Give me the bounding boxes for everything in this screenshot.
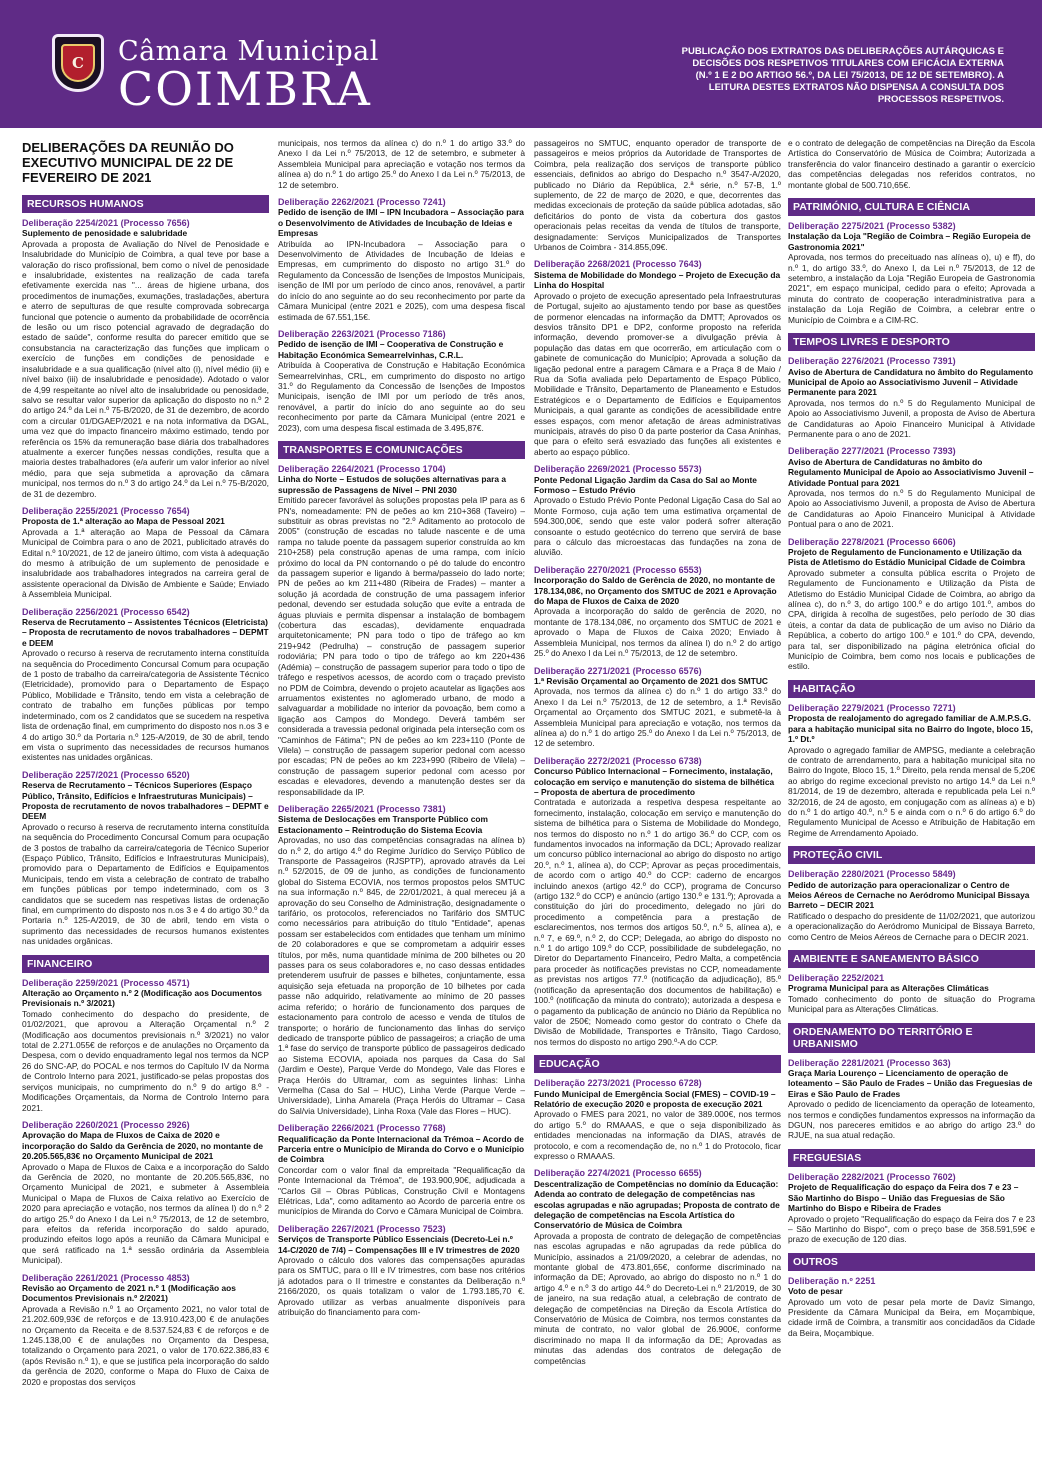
deliberation-title: Projeto de Regulamento de Funcionamento e Utilização da Pista de Atletismo do Estádio Municipal Cidade de Coimbra [788, 547, 1026, 568]
deliberation-entry [788, 537, 1035, 672]
deliberation-title: Aviso de Abertura de Candidaturas no âmbito do Regulamento Municipal de Apoio ao Associativismo Juvenil – Atividade Pontual para 2021 [788, 456, 1034, 488]
section-heading: PATRIMÓNIO, CULTURA E CIÊNCIA [788, 198, 1035, 216]
deliberation-reference: Deliberação 2272/2021 (Processo 6738) [534, 755, 702, 766]
deliberation-title: Sistema de Mobilidade do Mondego – Projeto de Execução da Linha do Hospital [534, 269, 781, 291]
deliberation-title: Proposta de 1.ª alteração ao Mapa de Pessoal 2021 [22, 516, 225, 527]
deliberation-text: Aprovado o recurso à reserva de recrutamento interna constituída na sequência do Procedimento Concursal Comum para ocupação de 1 posto de trabalho da carreira/categoria de Assistente Técnico (Eletricidade), promovido para o Departamento de Espaço Público, Mobilidade e Trânsito, tendo em vista a celebração de contrato de trabalho em funções públicas por tempo indeterminado, com os 2 candidatos que se sucedem na respetiva lista de ordenação final, em cumprimento do disposto nos n.os 3 e 4 do artigo 30.º da Portaria n.º 125-A/2019, de 30 de abril, tendo em vista o suprimento das necessidades de recursos humanos existentes nas unidades orgânicas. [22, 648, 269, 763]
deliberation-text: Aprovada, nos termos da alínea c) do n.º 1 do artigo 33.º do Anexo I da Lei n.º 75/2013, de 12 de setembro, a 1.ª Revisão Orçamental ao Orçamento dos SMTUC 2021, e submetê-la à Assembleia Municipal para apreciação e votação, nos termos da alínea a) do n.º 1 do artigo 25.º do Anexo I da Lei n.º 75/2013, de 12 de setembro. [534, 686, 781, 749]
deliberation-title: Programa Municipal para as Alterações Climáticas [788, 983, 989, 994]
deliberation-text: Atribuída à Cooperativa de Construção e Habitação Económica Semearrelvinhas, CRL, em cumprimento do disposto no artigo 31.º do Regulamento da Concessão de Isenções de Impostos Municipais, isenção de IMI por um período de três anos, renovável, a partir do início do ano seguinte ao do seu reconhecimento por parte da Câmara Municipal (entre 2021 e 2023), com uma despesa fiscal estimada de 3.495,87€. [278, 360, 525, 433]
deliberation-reference: Deliberação 2264/2021 (Processo 1704) [278, 463, 446, 474]
deliberation-title: Suplemento de penosidade e salubridade [22, 228, 188, 239]
deliberation-reference: Deliberação 2255/2021 (Processo 7654) [22, 505, 190, 516]
deliberation-reference: Deliberação 2265/2021 (Processo 7381) [278, 803, 446, 814]
deliberation-reference: Deliberação 2257/2021 (Processo 6520) [22, 769, 190, 780]
deliberation-title: Alteração ao Orçamento n.º 2 (Modificação aos Documentos Previsionais n.º 3/2021) [22, 988, 262, 1009]
deliberation-reference: Deliberação 2273/2021 (Processo 6728) [534, 1078, 702, 1089]
deliberation-reference: Deliberação 2271/2021 (Processo 6576) [534, 665, 702, 676]
deliberation-entry [278, 197, 525, 322]
deliberation-title: Projeto de Requalificação do espaço da Feira dos 7 e 23 – São Martinho do Bispo – União das Freguesias de São Martinho do Bispo e Ribeira de Frades [788, 1182, 1019, 1214]
brand-line-1: Câmara Municipal [118, 36, 379, 67]
deliberation-text: e o contrato de delegação de competências na Direção da Escola Artística do Conservatório de Música de Coimbra; Autorizada a transferência do valor financeiro destinado a garantir o exercício das competências delegadas nos referidos contratos, no montante global de 500.710,65€. [788, 138, 1035, 190]
deliberation-entry [788, 446, 1035, 529]
deliberation-reference: Deliberação 2275/2021 (Processo 5382) [788, 221, 956, 232]
deliberation-title: Linha do Norte – Estudos de soluções alternativas para a supressão de Passagens de Nível – PNI 2030 [278, 474, 507, 495]
deliberation-entry [788, 138, 1035, 190]
deliberation-title: Ponte Pedonal Ligação Jardim da Casa do Sal ao Monte Formoso – Estudo Prévio [534, 474, 757, 495]
deliberation-reference: Deliberação 2256/2021 (Processo 6542) [22, 606, 190, 617]
deliberation-title: Descentralização de Competências no domínio da Educação: Adenda ao contrato de delegação de competências nas escolas agrupadas e não agrupadas; Proposta de contrato de delegação de competências na Escola Artística do Conservatório de Música de Coimbra [534, 1178, 780, 1231]
deliberation-title: Fundo Municipal de Emergência Social (FMES) – COVID-19 – Relatório de execução 2020 e proposta de execução 2021 [534, 1088, 776, 1109]
deliberation-title: Aviso de Abertura de Candidatura no âmbito do Regulamento Municipal de Apoio ao Associativismo Juvenil – Atividade Permanente para 2021 [788, 366, 1034, 398]
coat-of-arms-shield: C [61, 44, 95, 82]
deliberation-text: Aprovada a incorporação do saldo de gerência de 2020, no montante de 178.134,08€, no orçamento dos SMTUC de 2021 e aprovado o Mapa de Fluxos de Caixa 2020; Enviado à Assembleia Municipal, nos termos da alínea l) do n.º 2 do artigo 25.º do Anexo I da Lei n.º 75/2013, de 12 de setembro. [534, 606, 781, 659]
deliberation-entry [22, 1120, 269, 1266]
deliberation-text: Atribuída ao IPN-Incubadora – Associação para o Desenvolvimento de Atividades de Incubação de Ideias e Empresas, em cumprimento do disposto no artigo 31.º do Regulamento da Concessão de Isenções de Impostos Municipais, isenção de IMI por um período de cinco anos, renovável, a partir do início do ano seguinte ao do seu reconhecimento por parte da Câmara Municipal (entre 2021 e 2025), com uma despesa fiscal estimada de 67.551,15€. [278, 238, 525, 322]
deliberation-entry [788, 703, 1035, 838]
deliberation-text: Aprovada a proposta de Avaliação do Nível de Penosidade e Insalubridade do Município de Coimbra, a qual teve por base a valoração do risco profissional, bem como o nível de penosidade e insalubridade, existentes na realização de cada tarefa efetivamente exercida nas "... áreas de higiene urbana, dos procedimentos de inumações, exumações, trasladações, abertura e aterro de sepulturas de que resulte comprovada sobrecarga funcional que potencie o aumento da probabilidade de ocorrência de lesão ou um risco potencial agravado de degradação do estado de saúde", conforme resulta do parecer emitido que se consubstancia na caracterização das funções que implicam o exercício de funções em condições de penosidade e insalubridade e a sua qualificação (nível alto (i), nível médio (ii) e nível baixo (iii) de insalubridade e penosidade). Adotado o valor de 4,99 respeitante ao nível alto de insalubridade ou penosidade, salvo se resultar valor superior da aplicação do disposto no n.º 2 do artigo 24.º da Lei n.º 75-B/2020, de 31 de dezembro, de acordo com a circular 01/DGAEP/2021 e na nota informativa da DGAL, uma vez que do impacto financeiro máximo estimado, tendo por referência os 15% da remuneração base diária dos trabalhadores atualmente a exercer funções nessas condições, resulta que a maioria destes trabalhadores (e/a auferir um valor inferior ao nível médio, para que seja submetida a aprovação da câmara municipal, nos termos do n.º 3 do artigo 24.º da Lei n.º 75-B/2020, de 31 de dezembro. [22, 238, 269, 499]
deliberation-reference: Deliberação 2269/2021 (Processo 5573) [534, 464, 702, 475]
deliberation-entry [278, 1224, 525, 1318]
deliberation-entry [788, 1172, 1035, 1245]
deliberation-text: Aprovado o Estudo Prévio Ponte Pedonal Ligação Casa do Sal ao Monte Formoso, cuja ação tem uma estimativa orçamental de 594.300,00€, sendo que este valor poderá sofrer alteração consoante o estudo geotécnico do terreno que servirá de base para o cálculo das microestacas das fundações na zona de aluvião. [534, 495, 781, 558]
deliberation-entry [534, 1078, 781, 1161]
deliberation-title: 1.ª Revisão Orçamental ao Orçamento de 2021 dos SMTUC [534, 675, 768, 686]
document-title: DELIBERAÇÕES DA REUNIÃO DO EXECUTIVO MUNICIPAL DE 22 DE FEVEREIRO DE 2021 [22, 140, 234, 185]
deliberation-entry [788, 1276, 1035, 1338]
deliberation-reference: Deliberação n.º 2251 [788, 1275, 876, 1286]
deliberation-reference: Deliberação 2263/2021 (Processo 7186) [278, 328, 446, 339]
column-3 [534, 138, 781, 1373]
deliberation-entry [278, 329, 525, 433]
deliberation-reference: Deliberação 2259/2021 (Processo 4571) [22, 977, 190, 988]
publication-note: PUBLICAÇÃO DOS EXTRATOS DAS DELIBERAÇÕES AUTÁRQUICAS E DECISÕES DOS RESPETIVOS TITULARES COM EFICÁCIA EXTERNA (N.º 1 E 2 DO ARTIGO 56.º, DA LEI 75/2013, DE 12 DE SETEMBRO). A LEITURA DESTES EXTRATOS NÃO DISPENSA A CONSULTA DOS PROCESSOS RESPETIVOS. [681, 46, 1004, 105]
deliberation-reference: Deliberação 2282/2021 (Processo 7602) [788, 1171, 956, 1182]
section-heading: TEMPOS LIVRES E DESPORTO [788, 333, 1035, 351]
deliberation-reference: Deliberação 2277/2021 (Processo 7393) [788, 446, 956, 457]
deliberation-title: Reserva de Recrutamento – Assistentes Técnicos (Eletricista) – Proposta de recrutamento de novos trabalhadores – DEPMT e DEEM [22, 617, 269, 648]
deliberation-text: Aprovada a Revisão n.º 1 ao Orçamento 2021, no valor total de 21.202.609,93€ de reforços e de 13.910.423,00 € de anulações no Orçamento da Receita e de 8.537.524,83 € de reforços e de 1.245.138,00 € de anulações no Orçamento da Despesa, totalizando o Orçamento para 2021, o valor de 170.622.386,83 € (após Revisão n.º 1), e que se justifica pela incorporação do saldo da gerência de 2020, conforme o Mapa do Fluxo de Caixa de 2020 e propostas dos serviços [22, 1303, 269, 1387]
deliberation-text: Emitido parecer favorável às soluções propostas pela IP para as 6 PN's, nomeadamente: PN de peões ao km 210+368 (Taveiro) – substituir as obras previstas no "2.º Aditamento ao protocolo de 2005" (construção de escadas no talude nascente e de uma rampa no talude poente da passagem superior construída ao km 210+258) pela construção apenas de uma rampa, com início próximo do local da PN contornando o pé do talude do encontro da passagem superior e ligando à berma/passeio do lado norte; PN de peões ao km 211+480 (Ribeira de Frades) – manter a solução já acordada de construção de uma passagem inferior pedonal, devendo ser estudada solução que evite a entrada de águas pluviais e permita dispensar a instalação de bombagem (cobertura das escadas), devidamente enquadrada arquitetonicamente; PN para todo o tipo de tráfego ao km 219+942 (Pedrulha) – construção de passagem superior rodoviária; PN para todo o tipo de tráfego ao km 220+436 (Adémia) – construção de passagem superior para todo o tipo de tráfego e respetivos acessos, de acordo com o traçado previsto no PDM de Coimbra, devendo o projeto acautelar as ligações aos arruamentos existentes no aglomerado urbano, de modo a salvaguardar a mobilidade no interior da povoação, bem como a ligação aos Campos do Mondego. Deverá também ser considerada a travessia pedonal originada pela interseção com os "Caminhos de Fátima"; PN de peões ao km 223+110 (Ponte de Vilela) – construção de passagem superior pedonal com acesso por escadas; PN de peões ao km 223+990 (Ribeiro de Vilela) – construção de passagem superior pedonal com acesso por escadas e elevadores, devendo a manutenção destes ser da responsabilidade da IP. [278, 495, 525, 797]
deliberation-entry [22, 218, 269, 499]
deliberation-text: Contratada e autorizada a respetiva despesa respeitante ao fornecimento, instalação, colocação em serviço e manutenção do sistema de bilhética para o Sistema de Mobilidade do Mondego, nos termos do disposto no n.º 1 do artigo 36.º do CCP, com os fundamentos invocados na informação da DCL; Aprovado realizar um concurso público internacional ao abrigo do disposto no artigo 20.º, n.º 1, alínea a), do CCP; Aprovar as peças procedimentais, de acordo com o artigo 40.º do CCP: caderno de encargos incluindo anexos (artigo 42.º do CCP), programa de Concurso (artigo 132.º do CCP) e anúncio (artigo 130.º e 131.º); Aprovada a constituição do júri do procedimento, delegado no júri do procedimento a competência para a prestação de esclarecimentos, nos termos dos artigos 50.º, n.º 5, alínea a), e n.º 7, e 69.º, n.º 2, do CCP; Delegada, ao abrigo do disposto no n.º 1 do artigo 109.º do CCP, possibilidade de subdelegação, no Diretor do Departamento Financeiro, Pedro Malta, a competência para proceder às notificações previstas no CCP, nomeadamente as previstas nos artigos 77.º (notificação da adjudicação), 85.º (notificação da apresentação dos documentos de habilitação) e 100.º (notificação da minuta do contrato); autorizada a despesa e o pagamento da publicação de anúncio no Diário da República no valor de 250€; Nomeado como gestor do contrato o Chefe da Divisão de Mobilidade, Transportes e Trânsito, Tiago Cardoso, nos termos do disposto no artigo 290.º-A do CCP. [534, 797, 781, 1047]
page-header [0, 0, 1042, 128]
deliberation-text: Aprovado o projeto de execução apresentado pela Infraestruturas de Portugal, sujeito ao ajustamento tendo por base as questões de pormenor elencadas na informação da DMTT; Aprovados os desvios trânsito DP1 e DP2, conforme proposto na referida informação, devendo promover-se a divulgação prévia à população das datas em que ocorrerão, em articulação com o gabinete de comunicação do Município; Aprovada a solução da ligação pedonal entre a paragem Câmara e a Praça 8 de Maio / Rua da Sofia avaliada pelo Departamento de Espaço Público, Mobilidade e Trânsito, Departamento de Planeamento e Estudos Estratégicos e o Departamento de Edifícios e Equipamentos Municipais, a qual garante as condições de acessibilidade entre esses espaços, com menor afetação de áreas administrativas municipais, através do piso 0 da parte posterior da Casa Aninhas, que para o efeito será esvaziado das funções ali existentes e aberto ao espaço público. [534, 290, 781, 457]
section-heading: OUTROS [788, 1253, 1035, 1271]
deliberation-text: Aprovado o pedido de licenciamento da operação de loteamento, nos termos e condições fundamentos expressos na informação da DGUN, nos pareceres emitidos e ao abrigo do artigo 23.º do RJUE, na sua atual redação. [788, 1099, 1035, 1141]
deliberation-entry [788, 221, 1035, 325]
deliberation-reference: Deliberação 2268/2021 (Processo 7643) [534, 259, 702, 270]
deliberation-title: Proposta de realojamento do agregado familiar de A.M.P.S.G. para a habitação municipal sita no Bairro do Ingote, bloco 15, 1.º Dt.º [788, 713, 1033, 745]
deliberation-entry [534, 1168, 781, 1366]
deliberation-reference: Deliberação 2281/2021 (Processo 363) [788, 1057, 951, 1068]
deliberation-text: Ratificado o despacho do presidente de 11/02/2021, que autorizou a operacionalização do Aeródromo Municipal de Bissaya Barreto, como Centro de Meios Aéreos de Cernache para o DECIR 2021. [788, 910, 1035, 942]
deliberation-title: Pedido de isenção de IMI – IPN Incubadora – Associação para o Desenvolvimento de Atividades de Incubação de Ideias e Empresas [278, 207, 524, 239]
section-heading: TRANSPORTES E COMUNICAÇÕES [278, 441, 525, 459]
deliberation-entry [22, 607, 269, 763]
deliberation-text: passageiros no SMTUC, enquanto operador de transporte de passageiros e meios próprios da Autoridade de Transportes de Coimbra, pela realização dos serviços de transporte público essenciais, definidos ao abrigo do Despacho n.º 3547-A/2020, publicado no Diário da República, 2.ª série, n.º 57-B, 1.º suplemento, de 22 de março de 2020, e que, decorrentes das medidas excecionais de proteção da saúde pública adotadas, são deficitários do ponto de vista da cobertura dos gastos operacionais pelas receitas da venda de títulos de transporte, designadamente: Serviços Municipalizados de Transportes Urbanos de Coimbra - 314.855,09€. [534, 138, 781, 253]
deliberation-reference: Deliberação 2254/2021 (Processo 7656) [22, 218, 190, 228]
deliberation-title: Serviços de Transporte Público Essenciais (Decreto-Lei n.º 14-C/2020 de 7/4) – Compensações III e IV trimestres de 2020 [278, 1234, 520, 1255]
section-heading: PROTEÇÃO CIVIL [788, 846, 1035, 864]
deliberation-entry [22, 770, 269, 947]
deliberation-text: Aprovada, nos termos do n.º 5 do Regulamento Municipal de Apoio ao Associativismo Juvenil, a proposta de Aviso de Abertura de Candidaturas ao Apoio Financeiro Municipal à Atividade Permanente para o ano de 2021. [788, 397, 1035, 439]
deliberation-entry [534, 464, 781, 558]
deliberation-reference: Deliberação 2267/2021 (Processo 7523) [278, 1223, 446, 1234]
deliberation-text: Aprovado o Mapa de Fluxos de Caixa e a incorporação do Saldo da Gerência de 2020, no montante de 20.205.565,83€, no Orçamento Municipal de 2021, e submeter à Assembleia Municipal o Mapa de Fluxos de Caixa relativo ao Exercício de 2020 para apreciação e votação, nos termos da alínea l) do n.º 2 do artigo 25.º do Anexo I da Lei n.º 75/2013, de 12 de setembro, para efeitos da referida incorporação do saldo apurado, produzindo efeitos logo após a reunião da Câmara Municipal e que será ratificado na 1.ª sessão ordinária da Assembleia Municipal). [22, 1161, 269, 1266]
deliberation-reference: Deliberação 2266/2021 (Processo 7768) [278, 1123, 446, 1134]
deliberation-title: Pedido de isenção de IMI – Cooperativa de Construção e Habitação Económica Semearrelvinhas, C.R.L. [278, 339, 504, 360]
section-heading: AMBIENTE E SANEAMENTO BÁSICO [788, 950, 1035, 968]
deliberation-reference: Deliberação 2274/2021 (Processo 6655) [534, 1168, 702, 1179]
deliberation-entry [534, 259, 781, 457]
brand-line-2: COIMBRA [118, 62, 372, 116]
deliberation-entry [534, 565, 781, 659]
deliberation-title: Concurso Público Internacional – Fornecimento, instalação, colocação em serviço e manutenção do sistema de bilhética – Proposta de abertura de procedimento [534, 766, 775, 797]
deliberation-text: Aprovado o projeto "Requalificação do espaço da Feira dos 7 e 23 – São Martinho do Bispo", com o preço base de 358.591,59€ e prazo de execução de 120 dias. [788, 1213, 1035, 1245]
deliberation-reference: Deliberação 2260/2021 (Processo 2926) [22, 1119, 190, 1130]
deliberation-reference: Deliberação 2262/2021 (Processo 7241) [278, 197, 446, 208]
deliberation-text: Aprovado um voto de pesar pela morte de Daviz Simango, Presidente da Câmara Municipal da Beira, em Moçambique, cidade irmã de Coimbra, a transmitir aos concidadãos da Cidade da Beira, Moçambique. [788, 1296, 1035, 1338]
deliberation-entry [22, 1273, 269, 1387]
deliberation-title: Graça Maria Lourenço – Licenciamento de operação de loteamento – São Paulo de Frades – União das Freguesias de Eiras e São Paulo de Frades [788, 1068, 1033, 1099]
deliberation-text: Aprovado o FMES para 2021, no valor de 389.000€, nos termos do artigo 5.º do RMAAAS, e que o seja disponibilizado às entidades mencionadas na informação da DIAS, através de protocolo, e com a recomendação de, no n.º 1 do Protocolo, ficar expresso o RMAAAS. [534, 1109, 781, 1161]
deliberation-entry [788, 869, 1035, 942]
deliberation-reference: Deliberação 2261/2021 (Processo 4853) [22, 1272, 190, 1283]
deliberation-text: Tomado conhecimento do ponto de situação do Programa Municipal para as Alterações Climáticas. [788, 993, 1035, 1015]
section-heading: HABITAÇÃO [788, 680, 1035, 698]
deliberation-text: Aprovada, nos termos do n.º 5 do Regulamento Municipal de Apoio ao Associativismo Juvenil, a proposta de Aviso de Abertura de Candidaturas ao Apoio Financeiro Municipal à Atividade Pontual para o ano de 2021. [788, 487, 1035, 530]
column-1 [22, 138, 269, 1394]
deliberation-title: Voto de pesar [788, 1286, 843, 1297]
deliberation-text: Aprovada a proposta de contrato de delegação de competências nas escolas agrupadas e não agrupadas da rede pública do Município, assinados a 21/09/2020, a celebrar de adendas, no montante global de 473.801,65€, conforme discriminado na informação da DE; Aprovado, ao abrigo do disposto no n.º 1 do artigo 4.º e n.º 3 do artigo 44.º do Decreto-Lei n.º 21/2019, de 30 de janeiro, na sua redação atual, a celebração de contrato de delegação de competências na Direção da Escola Artística do Conservatório de Música de Coimbra, nos termos constantes da minuta de contrato, no valor global de 26.900€, conforme discriminado no mapa II da informação da DE; Aprovadas as minutas das adendas dos contratos de delegação de competências [534, 1230, 781, 1366]
deliberation-entry [22, 506, 269, 600]
deliberation-text: Tomado conhecimento do despacho do presidente, de 01/02/2021, que aprovou a Alteração Orçamental n.º 2 (Modificação aos documentos previsionais n.º 3/2021) no valor total de 2.271.055€ de reforços e de anulações no Orçamento da Despesa, com o devido enquadramento legal nos termos da NCP 26 do SNC-AP, do POCAL e nos termos do Capítulo IV da Norma de Controlo Interno para 2021, justificado-se pelas propostas dos serviços municipais, no cumprimento do n.º 9 do artigo 8.º - Modificações Orçamentais, da Norma de Controlo Interno para 2021. [22, 1008, 269, 1113]
deliberation-entry [278, 1123, 525, 1217]
deliberation-text: Aprovado o recurso à reserva de recrutamento interna constituída na sequência do Procedimento Concursal Comum para ocupação de 3 postos de trabalho da carreira/categoria de Técnico Superior (Espaço Público, Trânsito, Edifícios e Infraestruturas Municipais), promovido para o Departamento de Edifícios e Equipamentos Municipais, tendo em vista a celebração de contrato de trabalho em funções públicas por tempo indeterminado, com os 3 candidatos que se sucedem nas respetivas listas de ordenação final, em cumprimento do disposto nos n.os 3 e 4 do artigo 30.º da Portaria n.º 125-A/2019, de 30 de abril, tendo em vista o suprimento das necessidades de recursos humanos existentes nas unidades orgânicas. [22, 821, 269, 947]
deliberation-text: Aprovado submeter a consulta pública escrita o Projeto de Regulamento de Funcionamento e Utilização da Pista de Atletismo do Estádio Municipal Cidade de Coimbra, ao abrigo da alínea c), do n.º 3, do artigo 100.º e do artigo 101.º, ambos do CPA, dirigida à recolha de sugestões, pelo período de 30 dias úteis, a contar da data de publicação de um aviso no Diário da República, a coberto do artigo 100.º e 101.º do CPA, devendo, para tal, ser disponibilizado na página eletrónica oficial do Município de Coimbra, bem como nos locais e publicações de estilo. [788, 567, 1035, 672]
deliberation-reference: Deliberação 2276/2021 (Processo 7391) [788, 356, 956, 367]
section-heading: RECURSOS HUMANOS [22, 195, 269, 213]
deliberation-entry [278, 804, 525, 1116]
deliberation-title: Reserva de Recrutamento – Técnicos Superiores (Espaço Público, Trânsito, Edifícios e Infraestruturas Municipais) – Proposta de recrutamento de novos trabalhadores – DEPMT e DEEM [22, 780, 269, 822]
deliberation-title: Sistema de Deslocações em Transporte Público com Estacionamento – Reintrodução do Sistema Ecovia [278, 814, 488, 835]
section-heading: FREGUESIAS [788, 1149, 1035, 1167]
deliberation-text: Concordar com o valor final da empreitada "Requalificação da Ponte Internacional da Trémoa", de 193.900,90€, adjudicada a "Carlos Gil – Obras Públicas, Construção Civil e Montagens Elétricas, Lda", como aditamento ao Acordo de parceria entre os municípios de Miranda do Corvo e Câmara Municipal de Coimbra. [278, 1164, 525, 1217]
section-heading: EDUCAÇÃO [534, 1055, 781, 1073]
deliberation-title: Aprovação do Mapa de Fluxos de Caixa de 2020 e incorporação do Saldo da Gerência de 2020, no montante de 20.205.565,83€ no Orçamento Municipal de 2021 [22, 1130, 264, 1162]
section-heading: FINANCEIRO [22, 955, 269, 973]
deliberation-title: Incorporação do Saldo de Gerência de 2020, no montante de 178.134,08€, no Orçamento dos SMTUC de 2021 e Aprovação do Mapa de Fluxos de Caixa de 2020 [534, 575, 777, 607]
deliberation-entry [788, 973, 1035, 1015]
deliberation-text: Aprovadas, no uso das competências consagradas na alínea b) do n.º 2, do artigo 4.º do Regime Jurídico do Serviço Público de Transporte de Passageiros (RJSPTP), aprovado através da Lei n.º 52/2015, de 09 de junho, as condições de funcionamento global do Sistema ECOVIA, nos termos propostos pelos SMTUC na sua informação n.º 845, de 22/01/2021, à qual mereceu já a aprovação do seu Conselho de Administração, designadamente o tarifário, os protocolos, referenciados no Tarifário dos SMTUC como necessários para atribuição do título "Entidade", apenas possam ser estabelecidos com entidades que tenham um mínimo de 20 colaboradores e que se comprometam a adquirir esses títulos, por mês, numa quantidade mínima de 200 bilhetes ou 20 passes para os seus colaboradores e, no caso dessas entidades pretenderem usufruir de passes e bilhetes, conjuntamente, essa aquisição seja efetuada na proporção de 10 bilhetes por cada passe não adquirido, relativamente ao mínimo de 20 passes acima referido; o horário de funcionamento dos parques de estacionamento para controlo de acesso e venda de títulos de transporte; o horário de funcionamento das linhas do serviço dedicado de transporte público de passageiros; a criação de uma 1.ª fase do serviço de transporte público de passageiros dedicado ao Sistema ECOVIA, apoiada nos parques da Casa do Sal (Jardim e Oeste), Parque Verde do Mondego, Vale das Flores e Praça Heróis do Ultramar, com as seguintes linhas: Linha Vermelha (Casa do Sal – HUC), Linha Verde (Parque Verde – Universidade), Linha Amarela (Praça Heróis do Ultramar – Casa do Sal/via Universidade), Linha Roxa (Vale das Flores – HUC). [278, 835, 525, 1116]
coat-of-arms-icon [52, 34, 104, 92]
deliberation-entry [788, 1058, 1035, 1141]
deliberation-entry [534, 666, 781, 749]
deliberation-title: Revisão ao Orçamento de 2021 n.º 1 (Modificação aos Documentos Previsionais n.º 2/2021) [22, 1283, 236, 1304]
deliberation-text: municipais, nos termos da alínea c) do n.º 1 do artigo 33.º do Anexo I da Lei n.º 75/2013, de 12 de setembro, e submeter à Assembleia Municipal para apreciação e votação nos termos da alínea a) do n.º 1 do artigo 25.º do Anexo I da Lei n.º 75/2013, de 12 de setembro. [278, 138, 525, 190]
deliberation-entry [534, 756, 781, 1047]
column-2 [278, 138, 525, 1324]
deliberation-text: Aprovada, nos termos do preceituado nas alíneas o), u) e ff), do n.º 1, do artigo 33.º, do Anexo I, da Lei n.º 75/2013, de 12 de setembro, a instalação da Loja "Região Europeia de Gastronomia 2021", em espaço municipal, cedido para o efeito; Aprovada a minuta do contrato de cooperação interadministrativa para a instalação da Loja Região de Coimbra, a celebrar entre o Município de Coimbra e a CIM-RC. [788, 252, 1035, 325]
deliberation-title: Requalificação da Ponte Internacional da Trémoa – Acordo de Parceria entre o Município de Miranda do Corvo e o Município de Coimbra [278, 1133, 525, 1165]
deliberation-text: Aprovado o agregado familiar de AMPSG, mediante a celebração de contrato de arrendamento, para a habitação municipal sita no Bairro do Ingote, Bloco 15, 1.º Direito, pela renda mensal de 5,20€ ao abrigo do regime excecional previsto no artigo 14.º da Lei n.º 81/2014, de 19 de dezembro, alterada e republicada pela Lei n.º 32/2016, de 24 de agosto, em conjugação com as alíneas a) e b) do n.º 1 do artigo 40.º, n.º 5 e ainda com o n.º 6 do artigo 6.º do Regulamento Municipal de Acesso e Atribuição de Habitação em Regime de Arrendamento Apoiado. [788, 744, 1035, 838]
deliberation-entry [534, 138, 781, 252]
deliberation-title: Instalação da Loja "Região de Coimbra – Região Europeia de Gastronomia 2021" [788, 231, 1031, 252]
deliberation-reference: Deliberação 2278/2021 (Processo 6606) [788, 536, 956, 547]
section-heading: ORDENAMENTO DO TERRITÓRIO E URBANISMO [788, 1023, 1035, 1053]
deliberation-reference: Deliberação 2279/2021 (Processo 7271) [788, 702, 956, 713]
deliberation-text: Aprovada a 1.ª alteração ao Mapa de Pessoal da Câmara Municipal de Coimbra para o ano de 2021, publicitado através do Edital n.º 10/2021, de 12 de janeiro último, com vista à adequação do mesmo à atribuição de um suplemento de penosidade e insalubridade aos trabalhadores integrados na carreira geral de assistente operacional da Divisão de Ambiente e Saúde; Enviado à Assembleia Municipal. [22, 526, 269, 600]
deliberation-reference: Deliberação 2280/2021 (Processo 5849) [788, 869, 956, 880]
column-4 [788, 138, 1035, 1345]
deliberation-entry [278, 464, 525, 797]
deliberation-text: Aprovado o cálculo dos valores das compensações apuradas para os SMTUC, para o III e IV trimestres, com base nos critérios já adotados para o II trimestre e constantes da Deliberação n.º 2166/2020, os quais totalizam o valor de 1.793.185,70 €. Aprovado utilizar as verbas anualmente disponíveis para atribuição do financiamento para com- [278, 1255, 525, 1318]
deliberation-entry [278, 138, 525, 190]
deliberation-entry [788, 356, 1035, 439]
deliberation-entry [22, 978, 269, 1113]
deliberation-reference: Deliberação 2252/2021 [788, 973, 885, 983]
deliberation-title: Pedido de autorização para operacionalizar o Centro de Meios Aéreos de Cernache no Aeródromo Municipal Bissaya Barreto – DECIR 2021 [788, 879, 1030, 911]
deliberation-reference: Deliberação 2270/2021 (Processo 6553) [534, 564, 702, 575]
brand-logo [118, 36, 379, 116]
